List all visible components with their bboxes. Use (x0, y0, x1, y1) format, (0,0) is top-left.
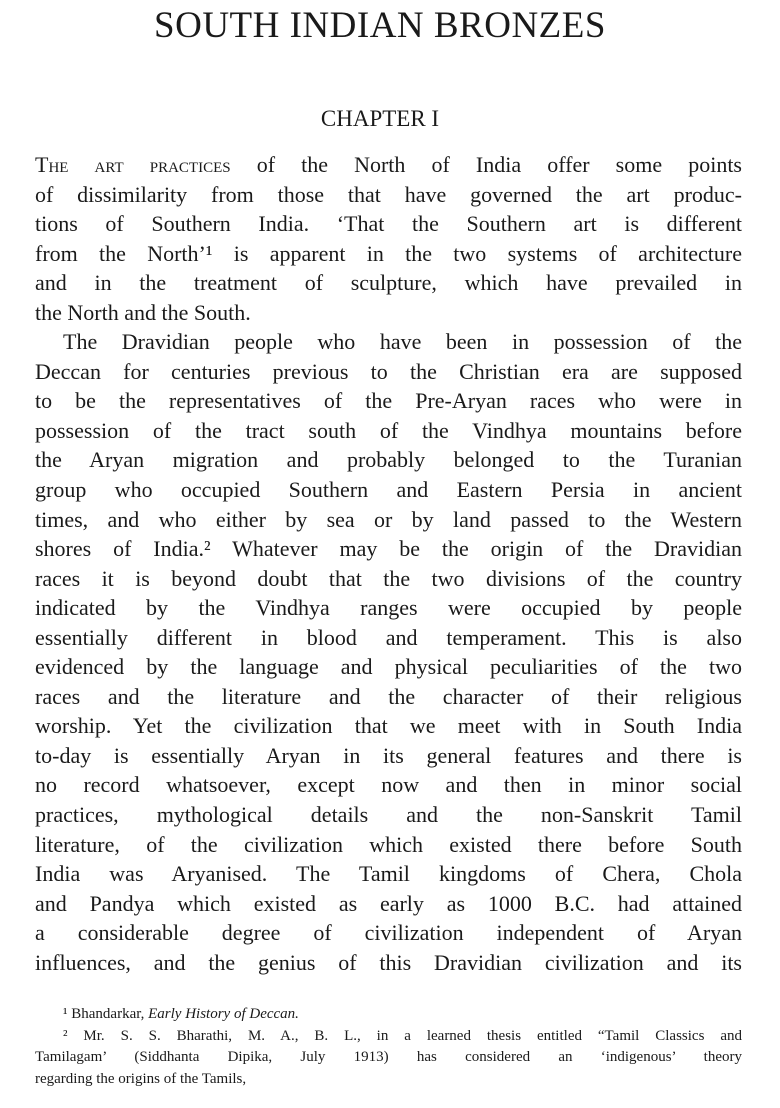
text-line: races and the literature and the character of their religious (35, 683, 742, 709)
text-line: Deccan for centuries previous to the Christian era are supposed (35, 358, 742, 384)
text-line: to-day is essentially Aryan in its general features and there is (35, 742, 742, 768)
footnote-1 (35, 1004, 742, 1026)
text-line: practices, mythological details and the non-Sanskrit Tamil (35, 802, 742, 828)
text-line: shores of India.² Whatever may be the origin of the Dravidian (35, 536, 742, 562)
text-line: group who occupied Southern and Eastern Persia in ancient (35, 477, 742, 503)
text-line: to be the representatives of the Pre-Aryan races who were in (35, 388, 742, 414)
text-line: indicated by the Vindhya ranges were occupied by people (35, 595, 742, 621)
text-line: the North and the South. (35, 299, 251, 325)
footnote-2-line: regarding the origins of the Tamils, (35, 1070, 247, 1087)
lead-in: The art practices (35, 152, 231, 177)
text-line: the Aryan migration and probably belonged to the Turanian (35, 447, 742, 473)
text-line: tions of Southern India. ‘That the Southern art is different (35, 211, 742, 237)
text-line: and Pandya which existed as early as 1000 B.C. had attained (35, 890, 742, 916)
page-title: SOUTH INDIAN BRONZES (154, 5, 606, 46)
text-line: The Dravidian people who have been in possession of the (63, 329, 742, 355)
chapter-heading: CHAPTER I (320, 106, 440, 131)
text-line: times, and who either by sea or by land passed to the Western (35, 506, 742, 532)
text-line: evidenced by the language and physical peculiarities of the two (35, 654, 742, 680)
text-line: no record whatsoever, except now and then in minor social (35, 772, 742, 798)
text-line: literature, of the civilization which existed there before South (35, 831, 742, 857)
text-line: influences, and the genius of this Dravidian civilization and its (35, 949, 742, 975)
footnote-2-line: ² Mr. S. S. Bharathi, M. A., B. L., in a learned thesis entitled “Tamil Classics and (63, 1027, 742, 1044)
text-line: of dissimilarity from those that have governed the art produc- (35, 181, 742, 207)
text-span: of the North of India offer some points (230, 152, 742, 177)
text-line: essentially different in blood and temperament. This is also (35, 624, 742, 650)
text-line: possession of the tract south of the Vindhya mountains before (35, 417, 742, 443)
footnote-mark: ¹ (63, 1006, 68, 1022)
body-text (35, 150, 742, 977)
footnote-2-line: Tamilagam’ (Siddhanta Dipika, July 1913) has considered an ‘indigenous’ theory (35, 1049, 742, 1065)
text-line: a considerable degree of civilization independent of Aryan (35, 920, 742, 946)
footnotes (35, 1004, 742, 1090)
text-line: worship. Yet the civilization that we meet with in South India (35, 713, 742, 739)
text-line: India was Aryanised. The Tamil kingdoms of Chera, Chola (35, 861, 742, 887)
text-line (35, 150, 742, 180)
text-line: from the North’¹ is apparent in the two systems of architecture (35, 240, 742, 266)
footnote-book-title: Early History of Deccan. (148, 1006, 299, 1022)
footnote-author: Bhandarkar, (71, 1006, 149, 1022)
text-line: races it is beyond doubt that the two divisions of the country (35, 565, 742, 591)
text-line: and in the treatment of sculpture, which have prevailed in (35, 270, 742, 296)
